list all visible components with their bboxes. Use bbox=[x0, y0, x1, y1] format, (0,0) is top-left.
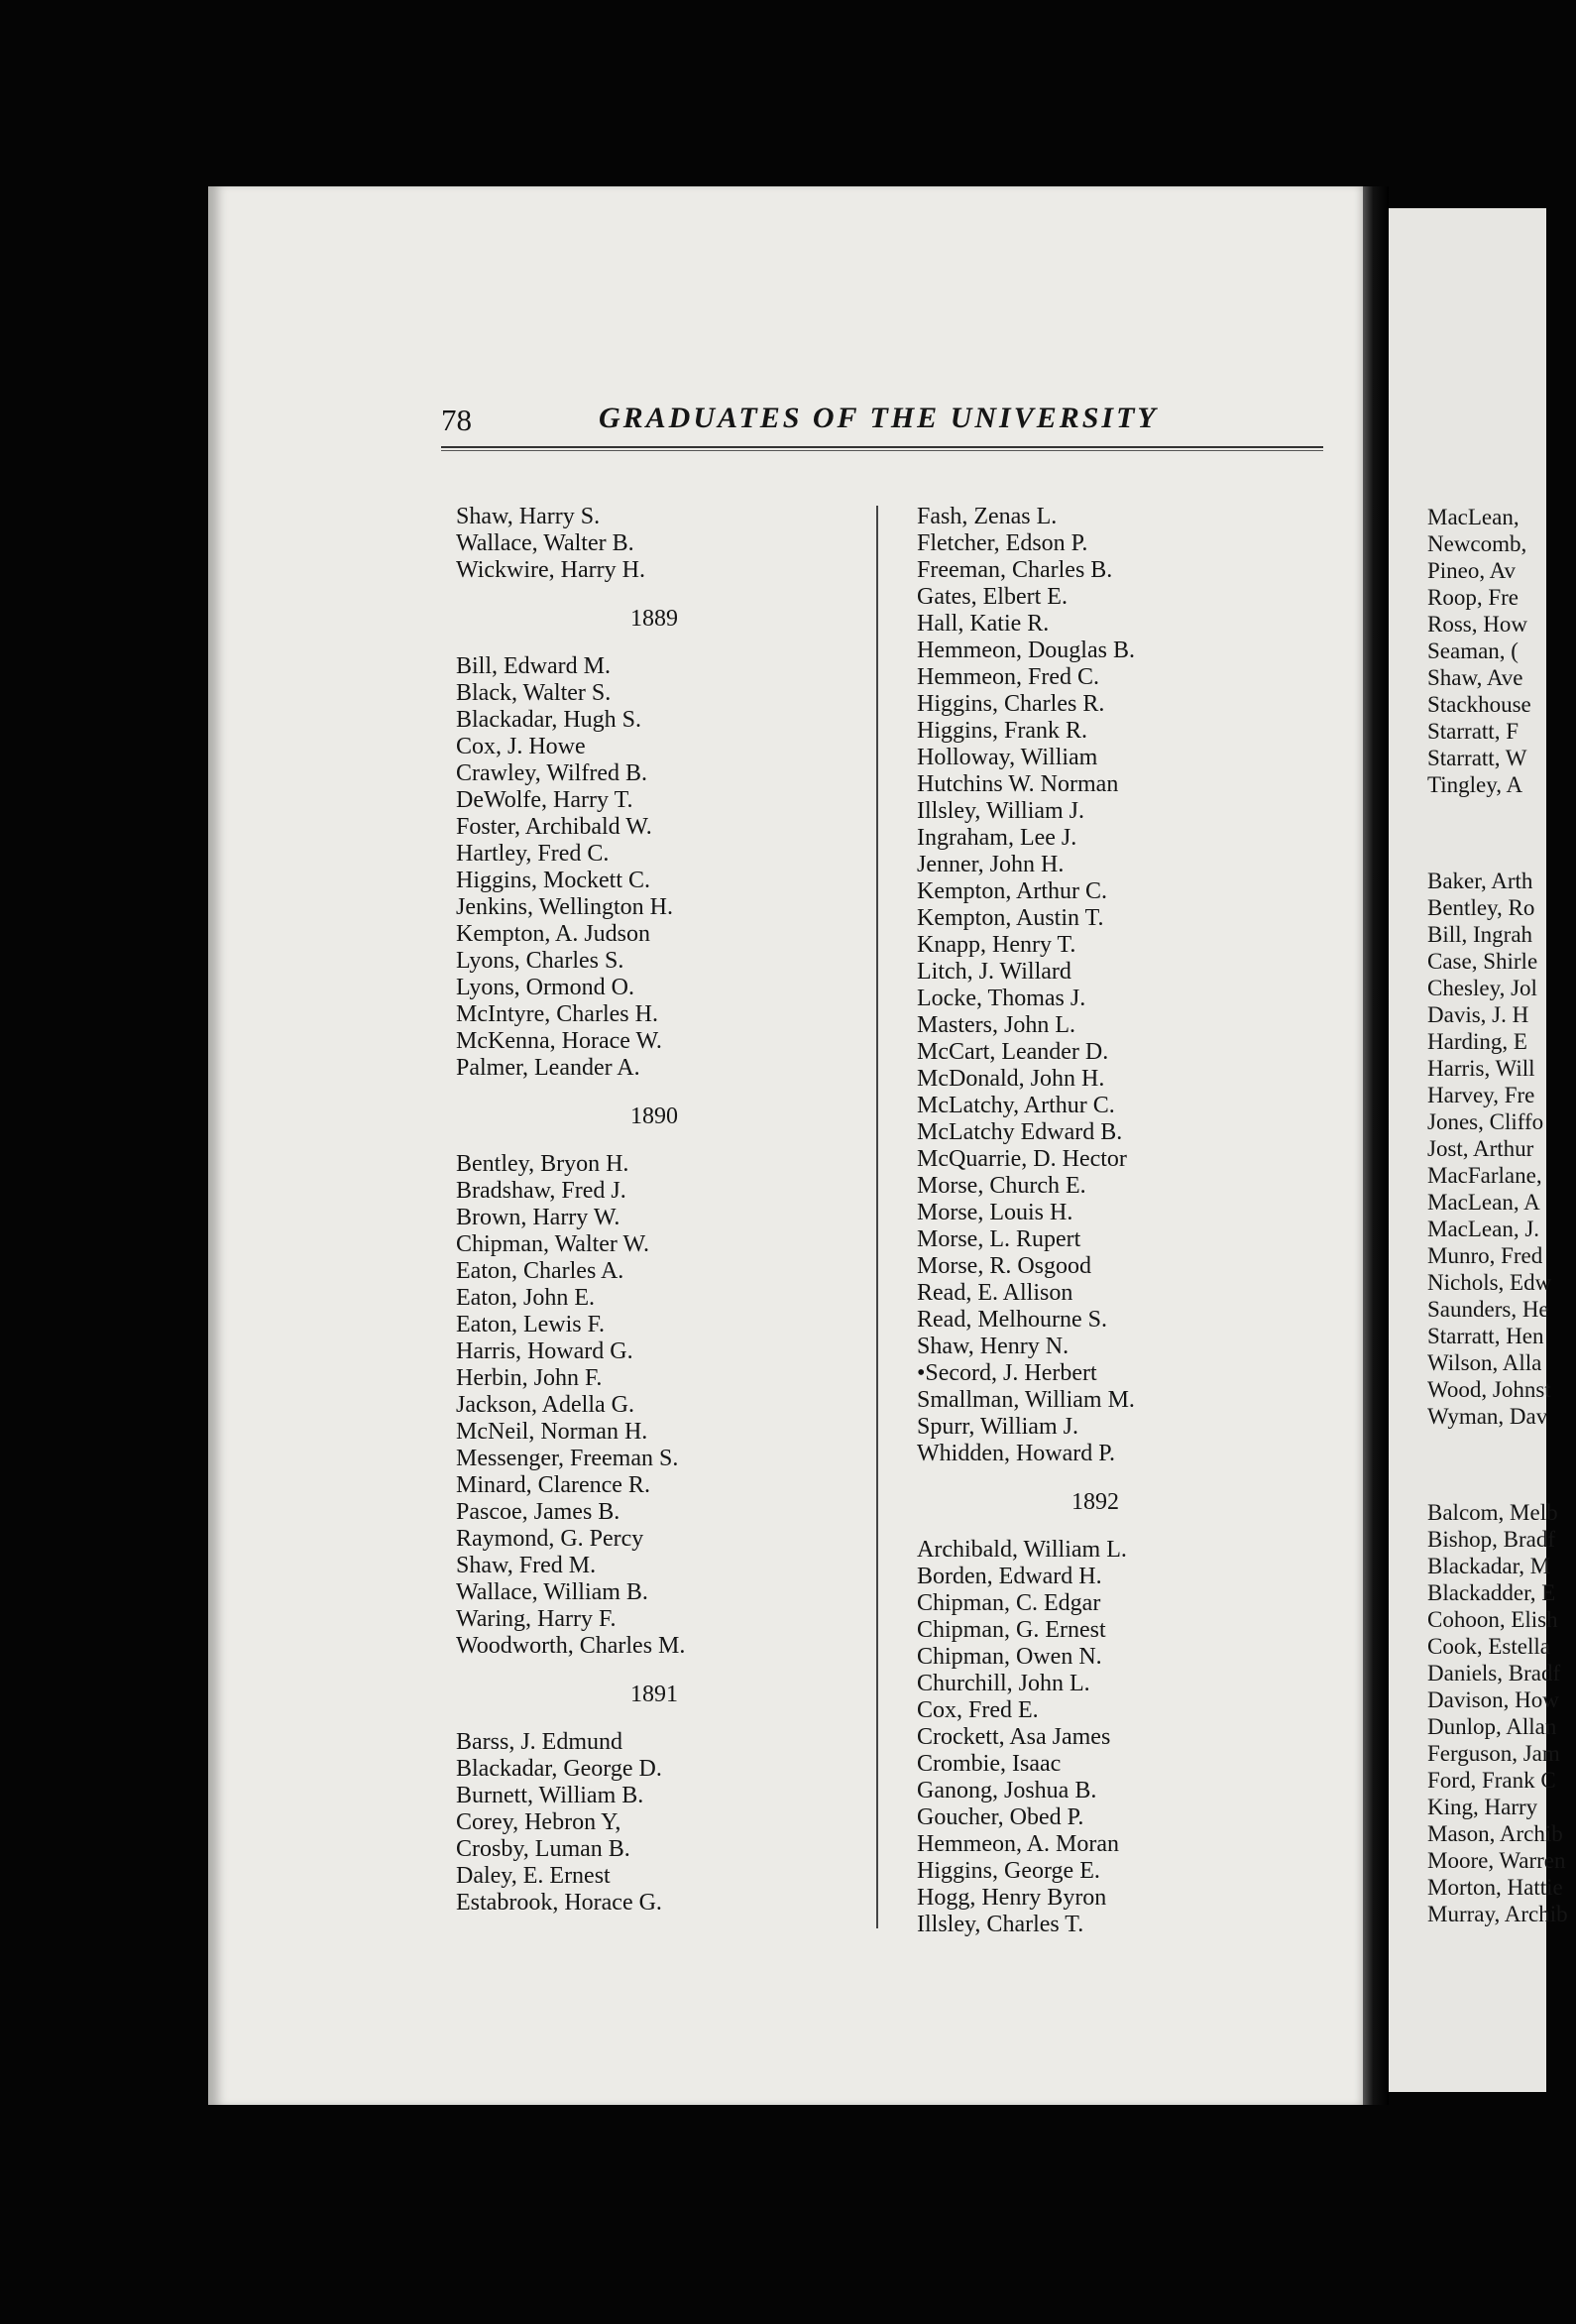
graduate-entry: Daley, E. Ernest bbox=[456, 1863, 611, 1889]
name-group bbox=[456, 653, 872, 1082]
graduate-entry: Herbin, John F. bbox=[456, 1365, 603, 1391]
graduate-entry: McIntyre, Charles H. bbox=[456, 1001, 658, 1027]
graduate-entry: Shaw, Ave bbox=[1427, 665, 1523, 690]
graduate-entry: Seaman, ( bbox=[1427, 639, 1519, 663]
graduate-entry: Newcomb, bbox=[1427, 531, 1527, 556]
graduate-entry: Shaw, Henry N. bbox=[917, 1334, 1069, 1359]
graduate-entry: Dunlop, Allan bbox=[1427, 1714, 1557, 1739]
graduate-entry: Chipman, C. Edgar bbox=[917, 1590, 1101, 1616]
graduate-entry: McCart, Leander D. bbox=[917, 1039, 1109, 1065]
graduate-entry: Eaton, John E. bbox=[456, 1285, 595, 1311]
graduate-entry: McKenna, Horace W. bbox=[456, 1028, 662, 1054]
graduate-entry: Pascoe, James B. bbox=[456, 1499, 620, 1525]
graduate-entry: Morse, L. Rupert bbox=[917, 1226, 1081, 1252]
column-right-partial bbox=[1427, 504, 1576, 1927]
graduate-entry: Nichols, Edw bbox=[1427, 1270, 1552, 1295]
graduate-entry: Pineo, Av bbox=[1427, 558, 1517, 583]
graduate-entry: Starratt, W bbox=[1427, 746, 1527, 770]
graduate-entry: Archibald, William L. bbox=[917, 1537, 1127, 1563]
graduate-entry: MacFarlane, bbox=[1427, 1163, 1542, 1188]
graduate-entry: Churchill, John L. bbox=[917, 1671, 1090, 1696]
graduate-entry: Locke, Thomas J. bbox=[917, 986, 1086, 1011]
graduate-entry: Cox, Fred E. bbox=[917, 1697, 1039, 1723]
graduate-entry: Lyons, Ormond O. bbox=[456, 975, 634, 1000]
graduate-entry: Foster, Archibald W. bbox=[456, 814, 652, 840]
column-left bbox=[456, 504, 872, 1917]
name-group bbox=[456, 1729, 872, 1917]
section-gap bbox=[1427, 1430, 1576, 1499]
graduate-entry: Cook, Estella bbox=[1427, 1634, 1550, 1659]
graduate-entry: Higgins, George E. bbox=[917, 1858, 1100, 1884]
graduate-entry: Barss, J. Edmund bbox=[456, 1729, 622, 1755]
graduate-entry: Morse, Louis H. bbox=[917, 1200, 1073, 1225]
graduate-entry: Shaw, Harry S. bbox=[456, 504, 601, 529]
graduate-entry: Harding, E bbox=[1427, 1029, 1527, 1054]
graduate-entry: McLatchy, Arthur C. bbox=[917, 1093, 1115, 1118]
graduate-entry: Freeman, Charles B. bbox=[917, 557, 1113, 583]
year-heading: 1891 bbox=[630, 1682, 678, 1707]
column-middle bbox=[917, 504, 1333, 1938]
header-rule bbox=[441, 446, 1323, 451]
graduate-entry: Davis, J. H bbox=[1427, 1002, 1529, 1027]
graduate-entry: Palmer, Leander A. bbox=[456, 1055, 640, 1081]
graduate-entry: Chipman, G. Ernest bbox=[917, 1617, 1106, 1643]
graduate-entry: Kempton, Arthur C. bbox=[917, 878, 1107, 904]
graduate-entry: McQuarrie, D. Hector bbox=[917, 1146, 1127, 1172]
graduate-entry: Blackadder, E bbox=[1427, 1580, 1556, 1605]
graduate-entry: Jost, Arthur bbox=[1427, 1136, 1534, 1161]
year-heading: 1889 bbox=[630, 606, 678, 632]
year-heading: 1892 bbox=[1071, 1489, 1119, 1515]
graduate-entry: Eaton, Lewis F. bbox=[456, 1312, 606, 1337]
graduate-entry: Ferguson, Jam bbox=[1427, 1741, 1560, 1766]
graduate-entry: Gates, Elbert E. bbox=[917, 584, 1068, 610]
graduate-entry: Blackadar, Hugh S. bbox=[456, 707, 641, 733]
graduate-entry: Minard, Clarence R. bbox=[456, 1472, 650, 1498]
graduate-entry: Kempton, A. Judson bbox=[456, 921, 651, 947]
book-gutter bbox=[1363, 186, 1389, 2105]
graduate-entry: Holloway, William bbox=[917, 745, 1098, 770]
page-number: 78 bbox=[441, 403, 472, 437]
graduate-entry: Harris, Howard G. bbox=[456, 1338, 633, 1364]
graduate-entry: Blackadar, M bbox=[1427, 1554, 1551, 1578]
graduate-entry: Smallman, William M. bbox=[917, 1387, 1135, 1413]
graduate-entry: Wyman, Dav bbox=[1427, 1404, 1548, 1429]
graduate-entry: Whidden, Howard P. bbox=[917, 1441, 1115, 1466]
running-head: GRADUATES OF THE UNIVERSITY bbox=[599, 402, 1159, 434]
graduate-entry: Starratt, Hen bbox=[1427, 1324, 1544, 1348]
graduate-entry: MacLean, A bbox=[1427, 1190, 1540, 1215]
graduate-entry: Wallace, William B. bbox=[456, 1579, 648, 1605]
graduate-entry: Spurr, William J. bbox=[917, 1414, 1078, 1440]
graduate-entry: Corey, Hebron Y, bbox=[456, 1809, 621, 1835]
graduate-entry: Estabrook, Horace G. bbox=[456, 1890, 662, 1916]
graduate-entry: Hutchins W. Norman bbox=[917, 771, 1119, 797]
graduate-entry: Cox, J. Howe bbox=[456, 734, 586, 759]
graduate-entry: Borden, Edward H. bbox=[917, 1564, 1102, 1589]
graduate-entry: Shaw, Fred M. bbox=[456, 1553, 597, 1578]
graduate-entry: Fletcher, Edson P. bbox=[917, 530, 1088, 556]
graduate-entry: Waring, Harry F. bbox=[456, 1606, 617, 1632]
graduate-entry: Wallace, Walter B. bbox=[456, 530, 634, 556]
graduate-entry: Ingraham, Lee J. bbox=[917, 825, 1077, 851]
graduate-entry: Knapp, Henry T. bbox=[917, 932, 1076, 958]
graduate-entry: DeWolfe, Harry T. bbox=[456, 787, 633, 813]
graduate-entry: Crockett, Asa James bbox=[917, 1724, 1111, 1750]
graduate-entry: Hartley, Fred C. bbox=[456, 841, 610, 867]
graduate-entry: Case, Shirle bbox=[1427, 949, 1538, 974]
graduate-entry: Murray, Archib bbox=[1427, 1902, 1568, 1926]
graduate-entry: Read, Melhourne S. bbox=[917, 1307, 1107, 1333]
graduate-entry: Messenger, Freeman S. bbox=[456, 1446, 679, 1471]
graduate-entry: Bill, Ingrah bbox=[1427, 922, 1533, 947]
graduate-entry: Morse, Church E. bbox=[917, 1173, 1086, 1199]
graduate-entry: Illsley, Charles T. bbox=[917, 1912, 1084, 1937]
graduate-entry: Ross, How bbox=[1427, 612, 1527, 637]
graduate-entry: Mason, Archib bbox=[1427, 1821, 1563, 1846]
graduate-entry: Chesley, Jol bbox=[1427, 976, 1537, 1000]
name-group bbox=[1427, 1499, 1576, 1927]
graduate-entry: Moore, Warren bbox=[1427, 1848, 1566, 1873]
graduate-entry: McDonald, John H. bbox=[917, 1066, 1105, 1092]
graduate-entry: Goucher, Obed P. bbox=[917, 1804, 1084, 1830]
graduate-entry: Blackadar, George D. bbox=[456, 1756, 662, 1782]
graduate-entry: Hemmeon, A. Moran bbox=[917, 1831, 1119, 1857]
graduate-entry: Bentley, Bryon H. bbox=[456, 1151, 629, 1177]
graduate-entry: Illsley, William J. bbox=[917, 798, 1085, 824]
graduate-entry: Woodworth, Charles M. bbox=[456, 1633, 686, 1659]
graduate-entry: Read, E. Allison bbox=[917, 1280, 1073, 1306]
graduate-entry: Morse, R. Osgood bbox=[917, 1253, 1092, 1279]
graduate-entry: Burnett, William B. bbox=[456, 1783, 644, 1808]
graduate-entry: Brown, Harry W. bbox=[456, 1205, 620, 1230]
graduate-entry: McNeil, Norman H. bbox=[456, 1419, 648, 1445]
graduate-entry: Ganong, Joshua B. bbox=[917, 1778, 1097, 1803]
graduate-entry: Morton, Hattie bbox=[1427, 1875, 1563, 1900]
graduate-entry: Crawley, Wilfred B. bbox=[456, 760, 647, 786]
graduate-entry: Eaton, Charles A. bbox=[456, 1258, 624, 1284]
graduate-entry: Raymond, G. Percy bbox=[456, 1526, 644, 1552]
graduate-entry: Cohoon, Elish bbox=[1427, 1607, 1558, 1632]
graduate-entry: Munro, Fred bbox=[1427, 1243, 1543, 1268]
graduate-entry: McLatchy Edward B. bbox=[917, 1119, 1123, 1145]
graduate-entry: Baker, Arth bbox=[1427, 869, 1533, 893]
graduate-entry: MacLean, bbox=[1427, 505, 1520, 529]
graduate-entry: Hemmeon, Fred C. bbox=[917, 664, 1099, 690]
graduate-entry: Black, Walter S. bbox=[456, 680, 612, 706]
graduate-entry: Stackhouse bbox=[1427, 692, 1531, 717]
graduate-entry: Davison, How bbox=[1427, 1687, 1559, 1712]
graduate-entry: Hemmeon, Douglas B. bbox=[917, 638, 1135, 663]
name-group bbox=[917, 504, 1333, 1467]
graduate-entry: Litch, J. Willard bbox=[917, 959, 1071, 985]
name-group bbox=[1427, 868, 1576, 1430]
graduate-entry: Jackson, Adella G. bbox=[456, 1392, 634, 1418]
graduate-entry: Jenkins, Wellington H. bbox=[456, 894, 673, 920]
graduate-entry: Bentley, Ro bbox=[1427, 895, 1535, 920]
graduate-entry: Daniels, Bradf bbox=[1427, 1661, 1561, 1685]
graduate-entry: Fash, Zenas L. bbox=[917, 504, 1058, 529]
graduate-entry: Higgins, Frank R. bbox=[917, 718, 1088, 744]
name-group bbox=[917, 1537, 1333, 1938]
graduate-entry: MacLean, J. bbox=[1427, 1217, 1540, 1241]
graduate-entry: Harvey, Fre bbox=[1427, 1083, 1535, 1107]
graduate-entry: Higgins, Charles R. bbox=[917, 691, 1105, 717]
name-group bbox=[1427, 504, 1576, 798]
graduate-entry: Saunders, He bbox=[1427, 1297, 1549, 1322]
graduate-entry: Hall, Katie R. bbox=[917, 611, 1050, 637]
graduate-entry: Higgins, Mockett C. bbox=[456, 868, 650, 893]
graduate-entry: Kempton, Austin T. bbox=[917, 905, 1104, 931]
graduate-entry: Wood, Johnst bbox=[1427, 1377, 1551, 1402]
year-heading: 1890 bbox=[630, 1104, 678, 1129]
graduate-entry: Bradshaw, Fred J. bbox=[456, 1178, 626, 1204]
graduate-entry: •Secord, J. Herbert bbox=[917, 1360, 1097, 1386]
graduate-entry: Jenner, John H. bbox=[917, 852, 1065, 877]
graduate-entry: Bill, Edward M. bbox=[456, 653, 611, 679]
graduate-entry: King, Harry bbox=[1427, 1795, 1538, 1819]
graduate-entry: Tingley, A bbox=[1427, 772, 1523, 797]
graduate-entry: Ford, Frank C bbox=[1427, 1768, 1556, 1793]
graduate-entry: Harris, Will bbox=[1427, 1056, 1535, 1081]
graduate-entry: Starratt, F bbox=[1427, 719, 1519, 744]
graduate-entry: Hogg, Henry Byron bbox=[917, 1885, 1107, 1911]
graduate-entry: Lyons, Charles S. bbox=[456, 948, 624, 974]
graduate-entry: Balcom, Melb bbox=[1427, 1500, 1558, 1525]
graduate-entry: Crombie, Isaac bbox=[917, 1751, 1062, 1777]
graduate-entry: Jones, Cliffo bbox=[1427, 1109, 1544, 1134]
graduate-entry: Masters, John L. bbox=[917, 1012, 1075, 1038]
section-gap bbox=[1427, 798, 1576, 868]
graduate-entry: Bishop, Bradf bbox=[1427, 1527, 1556, 1552]
graduate-entry: Wilson, Alla bbox=[1427, 1350, 1542, 1375]
column-divider bbox=[876, 506, 878, 1928]
graduate-entry: Crosby, Luman B. bbox=[456, 1836, 630, 1862]
graduate-entry: Roop, Fre bbox=[1427, 585, 1519, 610]
graduate-entry: Chipman, Walter W. bbox=[456, 1231, 649, 1257]
graduate-entry: Chipman, Owen N. bbox=[917, 1644, 1102, 1670]
name-group bbox=[456, 504, 872, 584]
name-group bbox=[456, 1151, 872, 1660]
graduate-entry: Wickwire, Harry H. bbox=[456, 557, 645, 583]
